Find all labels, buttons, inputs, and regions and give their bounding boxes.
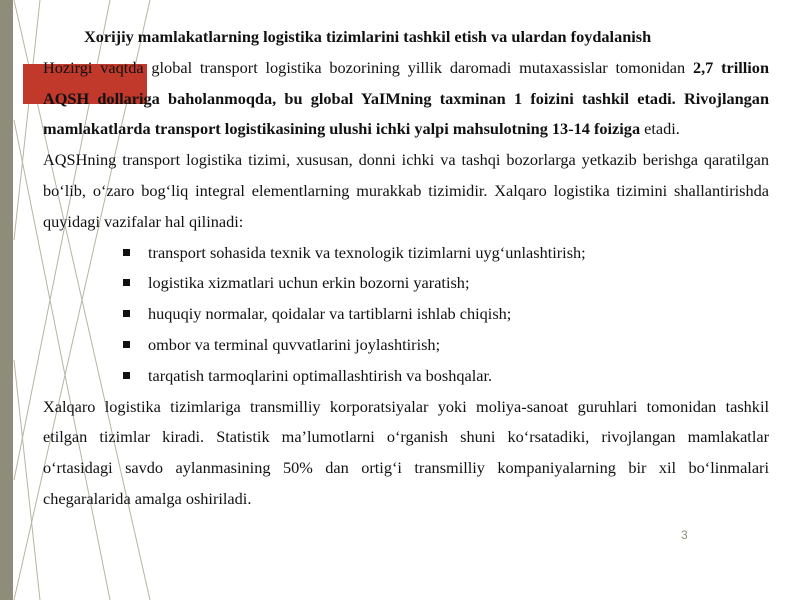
list-item — [122, 330, 769, 361]
list-item-text: huquqiy normalar, qoidalar va tartiblarni ishlab chiqish; — [148, 304, 512, 324]
paragraph-1 — [43, 53, 769, 145]
list-item-text: transport sohasida texnik va texnologik tizimlarni uyg‘unlashtirish; — [148, 242, 586, 262]
square-bullet-icon — [123, 249, 130, 256]
list-item-text: ombor va terminal quvvatlarini joylashtirish; — [148, 334, 441, 354]
square-bullet-icon — [123, 279, 130, 286]
paragraph-3: Xalqaro logistika tizimlariga transmilliy korporatsiyalar yoki moliya-sanoat guruhlari tomonidan tashkil etilgan tizimlar kiradi. Statistik ma’lumotlarni o‘rganish shuni ko‘rsatadiki, rivojlangan mamlakatlar o‘rtasidagi savdo aylanmasining 50% dan ortig‘i transmilliy kompaniyalarning bir xil bo‘linmalari chegaralarida amalga oshiriladi. — [43, 396, 769, 508]
list-item-text: tarqatish tarmoqlarini optimallashtirish va boshqalar. — [148, 365, 493, 385]
slide-content — [43, 22, 769, 515]
paragraph-1-lead: Hozirgi vaqtda global transport logistika bozorining yillik daromadi mutaxassislar tomonidan — [43, 57, 693, 77]
paragraph-1-tail: etadi. — [640, 119, 680, 139]
square-bullet-icon — [123, 372, 130, 379]
square-bullet-icon — [123, 310, 130, 317]
slide-title: Xorijiy mamlakatlarning logistika tizimlarini tashkil etish va ulardan foydalanish — [84, 27, 652, 46]
task-list — [43, 238, 769, 392]
square-bullet-icon — [123, 341, 130, 348]
list-item-text: logistika xizmatlari uchun erkin bozorni yaratish; — [148, 273, 470, 293]
list-item — [122, 238, 769, 269]
paragraph-2: AQSHning transport logistika tizimi, xususan, donni ichki va tashqi bozorlarga yetkazib berishga qaratilgan bo‘lib, o‘zaro bog‘liq integral elementlarning murakkab tizimidir. Xalqaro logistika tizimini shallantirishda quyidagi vazifalar hal qilinadi: — [43, 150, 769, 231]
list-item — [122, 361, 769, 392]
list-item — [122, 268, 769, 299]
list-item — [122, 299, 769, 330]
page-number: 3 — [681, 528, 688, 542]
paragraph-1-bold: 2,7 trillion AQSH dollariga baholanmoqda, bu global YaIMning taxminan 1 foizini tashkil etadi. Rivojlangan mamlakatlarda transport logistikasining ulushi ichki yalpi mahsulotning 13-14 foiziga — [43, 57, 770, 139]
